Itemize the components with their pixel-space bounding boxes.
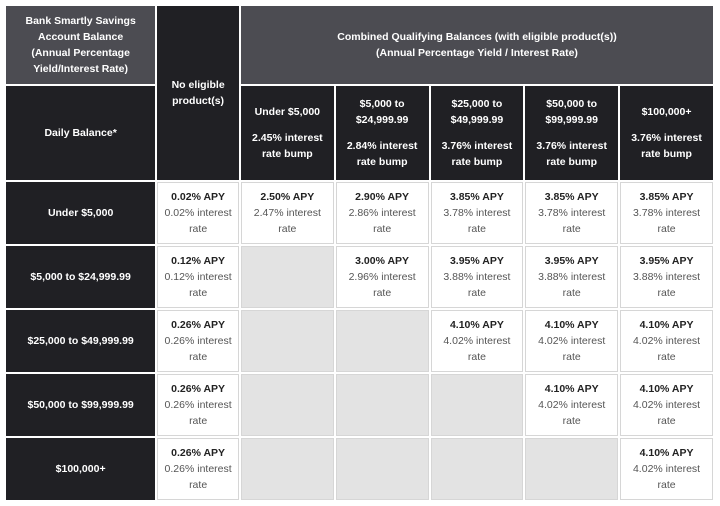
row-header-label: Under $5,000 [47,207,114,220]
interest-rate-suffix: rate [189,479,208,492]
no-eligible-header-text: No eligible product(s) [171,79,225,108]
empty-cell [241,310,334,372]
apy-value: 3.95% APY [639,255,694,268]
apy-value: 3.85% APY [639,191,694,204]
daily-balance-header-text: Daily Balance* [44,127,117,140]
apy-value: 2.90% APY [355,191,410,204]
rate-cell [620,310,713,372]
rate-cell [431,246,524,308]
empty-cell [431,374,524,436]
tier-label-line1: $25,000 to [451,98,503,111]
no-eligible-rate-cell [157,310,239,372]
bump-label-line2: rate bump [261,148,313,161]
apy-value: 0.02% APY [171,191,226,204]
column-header-tier-4 [525,86,618,180]
interest-rate-suffix: rate [657,415,676,428]
row-header-label: $25,000 to $49,999.99 [27,335,134,348]
interest-rate-value: 0.26% interest [164,399,232,412]
interest-rate-suffix: rate [467,223,486,236]
interest-rate-suffix: rate [373,223,392,236]
no-eligible-rate-cell [157,438,239,500]
apy-value: 4.10% APY [639,319,694,332]
interest-rate-value: 4.02% interest [538,399,606,412]
apy-value: 0.12% APY [171,255,226,268]
interest-rate-value: 0.12% interest [164,271,232,284]
column-header-tier-2 [336,86,429,180]
apy-value: 0.26% APY [171,319,226,332]
rate-cell [620,438,713,500]
row-header-label: $50,000 to $99,999.99 [27,399,134,412]
bump-label-line1: 2.84% interest [346,140,418,153]
tier-label: $100,000+ [641,106,692,119]
row-header-daily-balance [6,246,155,308]
rate-cell [525,182,618,244]
tier-label-line1: $50,000 to [546,98,598,111]
bump-label-line1: 3.76% interest [536,140,607,153]
interest-rate-suffix: rate [373,287,392,300]
apy-value: 2.50% APY [260,191,315,204]
header-row-1 [6,6,713,84]
row-header-daily-balance [6,438,155,500]
table-row [6,374,713,436]
combined-header-line1: Combined Qualifying Balances (with eligible product(s)) [337,31,617,44]
column-header-tier-1 [241,86,334,180]
rate-cell [620,246,713,308]
apy-value: 3.95% APY [544,255,599,268]
rate-cell [525,374,618,436]
bump-label-line1: 3.76% interest [441,140,513,153]
interest-rate-value: 2.96% interest [348,271,416,284]
rate-cell [336,182,429,244]
rate-cell [241,182,334,244]
apy-value: 3.00% APY [355,255,410,268]
table-row [6,246,713,308]
rate-cell [431,310,524,372]
row-header-daily-balance [6,182,155,244]
tier-label-line2: $24,999.99 [355,114,409,127]
interest-rate-value: 4.02% interest [538,335,606,348]
no-eligible-header [157,6,239,180]
rate-cell [525,310,618,372]
interest-rate-value: 4.02% interest [632,335,701,348]
combined-header-line2: (Annual Percentage Yield / Interest Rate) [376,47,578,60]
combined-header [241,6,713,84]
bump-label-line2: rate bump [546,156,598,169]
empty-cell [431,438,524,500]
apy-value: 0.26% APY [171,383,226,396]
interest-rate-value: 3.78% interest [443,207,511,220]
apy-value: 4.10% APY [639,383,694,396]
bump-label-line1: 3.76% interest [631,132,702,145]
bump-label-line1: 2.45% interest [252,132,323,145]
tier-label-line2: $99,999.99 [545,114,598,127]
interest-rate-suffix: rate [657,223,676,236]
corner-header [6,6,155,84]
empty-cell [241,374,334,436]
interest-rate-value: 4.02% interest [632,463,701,476]
apy-value: 3.85% APY [449,191,504,204]
empty-cell [241,246,334,308]
no-eligible-rate-cell [157,182,239,244]
rate-cell [431,182,524,244]
rate-rows [6,182,713,500]
interest-rate-suffix: rate [562,223,581,236]
rate-cell [620,374,713,436]
savings-rates-table [4,4,715,502]
apy-value: 4.10% APY [544,383,599,396]
daily-balance-header [6,86,155,180]
row-header-label: $100,000+ [55,463,106,476]
no-eligible-rate-cell [157,374,239,436]
interest-rate-value: 3.78% interest [538,207,606,220]
empty-cell [336,438,429,500]
tier-label: Under $5,000 [254,106,321,119]
apy-value: 4.10% APY [544,319,599,332]
interest-rate-value: 0.02% interest [164,207,232,220]
interest-rate-suffix: rate [467,287,486,300]
interest-rate-value: 3.88% interest [443,271,511,284]
interest-rate-value: 3.88% interest [538,271,606,284]
empty-cell [336,374,429,436]
interest-rate-value: 0.26% interest [164,335,232,348]
interest-rate-suffix: rate [189,415,208,428]
bump-label-line2: rate bump [356,156,408,169]
apy-value: 4.10% APY [449,319,504,332]
interest-rate-value: 0.26% interest [164,463,232,476]
row-header-label: $5,000 to $24,999.99 [30,271,131,284]
header-row-2 [6,86,713,180]
interest-rate-value: 4.02% interest [632,399,701,412]
rate-cell [620,182,713,244]
interest-rate-value: 4.02% interest [443,335,511,348]
table-row [6,438,713,500]
interest-rate-suffix: rate [189,287,208,300]
interest-rate-suffix: rate [189,223,208,236]
interest-rate-suffix: rate [189,351,208,364]
interest-rate-suffix: rate [657,351,676,364]
bump-label-line2: rate bump [641,148,692,161]
interest-rate-suffix: rate [278,223,297,236]
apy-value: 3.85% APY [544,191,599,204]
table-row [6,310,713,372]
interest-rate-value: 3.88% interest [632,271,701,284]
interest-rate-value: 2.86% interest [348,207,416,220]
interest-rate-suffix: rate [657,479,676,492]
apy-value: 3.95% APY [449,255,504,268]
interest-rate-value: 2.47% interest [253,207,321,220]
interest-rate-suffix: rate [562,351,581,364]
corner-header-text: Bank Smartly Savings Account Balance (Annual Percentage Yield/Interest Rate) [25,15,136,76]
table-row [6,182,713,244]
rate-cell [525,246,618,308]
tier-label-line1: $5,000 to [359,98,405,111]
no-eligible-rate-cell [157,246,239,308]
bump-label-line2: rate bump [451,156,503,169]
empty-cell [241,438,334,500]
interest-rate-value: 3.78% interest [632,207,701,220]
apy-value: 0.26% APY [171,447,226,460]
column-header-tier-5 [620,86,713,180]
column-header-tier-3 [431,86,524,180]
empty-cell [525,438,618,500]
apy-value: 4.10% APY [639,447,694,460]
interest-rate-suffix: rate [467,351,486,364]
tier-label-line2: $49,999.99 [450,114,504,127]
row-header-daily-balance [6,374,155,436]
rate-cell [336,246,429,308]
row-header-daily-balance [6,310,155,372]
interest-rate-suffix: rate [562,287,581,300]
interest-rate-suffix: rate [562,415,581,428]
interest-rate-suffix: rate [657,287,676,300]
empty-cell [336,310,429,372]
